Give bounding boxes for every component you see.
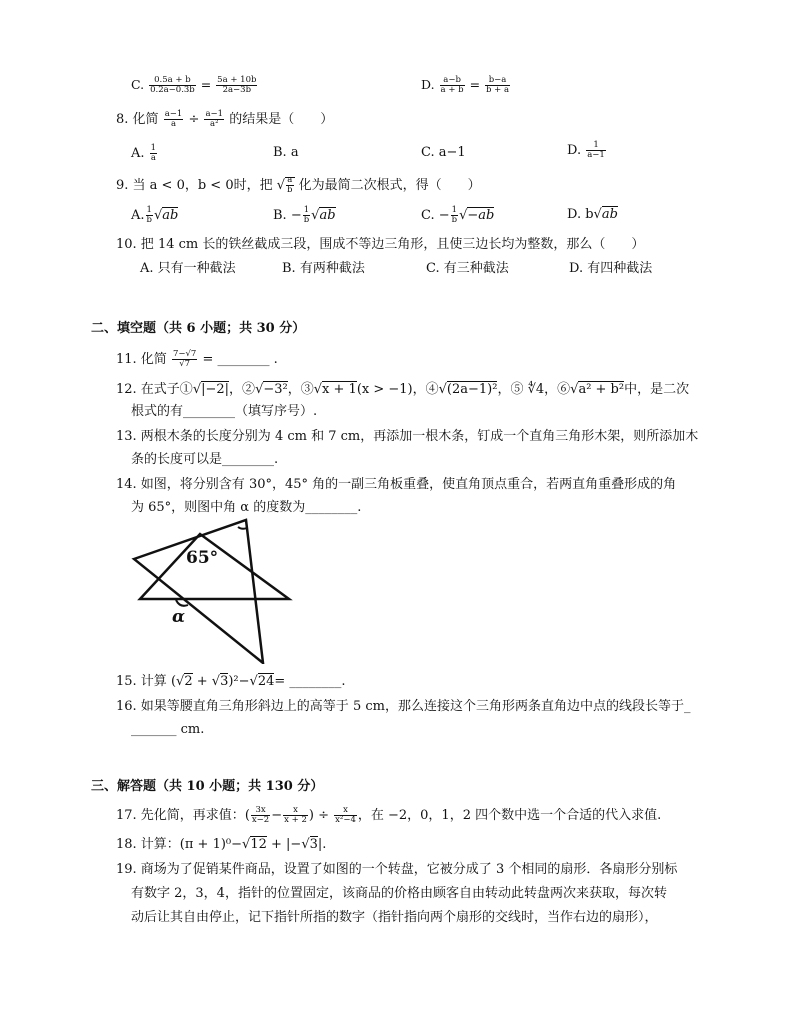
- numerator: b−a: [485, 76, 510, 86]
- q9-suffix: 化为最简二次根式，得（ ）: [298, 178, 481, 193]
- q10-option-c: [426, 260, 509, 278]
- fraction: [164, 110, 184, 129]
- radicand: x + 1: [322, 382, 357, 397]
- q19-line1: [116, 861, 677, 879]
- denominator: a + b: [440, 85, 464, 95]
- numerator: a: [287, 175, 293, 185]
- section-title: 三、解答题（共 10 小题；共 130 分）: [91, 779, 324, 794]
- radicand: ab: [601, 207, 618, 222]
- q19-line3: [131, 909, 658, 927]
- square-root: √ab: [153, 208, 179, 223]
- fraction: [334, 806, 357, 825]
- text: 14. 如图，将分别含有 30°，45° 角的一副三角板重叠，使直角顶点重合，若两直角重叠形成的角: [116, 477, 677, 492]
- radicand: 24: [257, 674, 275, 689]
- q18: [116, 836, 326, 854]
- numerator: 0.5a + b: [149, 76, 196, 86]
- option-label: B. −: [273, 208, 302, 223]
- option-text: B. a: [273, 145, 299, 160]
- option-label: C.: [131, 77, 145, 92]
- fraction: [440, 76, 465, 95]
- square-root: √12: [242, 837, 267, 852]
- text: 12. 在式子①: [116, 382, 193, 397]
- numerator: x: [334, 806, 357, 816]
- option-label: A.: [131, 208, 145, 223]
- q14-line1: [116, 476, 676, 494]
- radicand: 3: [220, 674, 229, 689]
- q8-option-c: [421, 144, 466, 162]
- q8-option-a: [131, 144, 158, 163]
- q10-stem: [116, 236, 644, 254]
- denominator: a²: [210, 119, 219, 129]
- numerator: 1: [150, 143, 157, 153]
- numerator: 3x: [251, 806, 270, 816]
- text: 条的长度可以是________.: [131, 452, 279, 467]
- q11: [116, 350, 278, 369]
- q9-prefix: 9. 当 a < 0，b < 0时，把: [116, 178, 273, 193]
- fraction: [146, 206, 153, 225]
- numerator: x: [283, 806, 308, 816]
- q8-suffix: 的结果是（ ）: [229, 112, 334, 127]
- text: = ________.: [274, 674, 346, 689]
- q8-prefix: 8. 化简: [116, 112, 159, 127]
- q13-line1: [116, 428, 698, 446]
- text: 有数字 2，3，4，指针的位置固定，该商品的价格由顾客自由转动此转盘两次来获取，每次转: [131, 886, 667, 901]
- option-label: C. −: [421, 208, 450, 223]
- square-root: √3: [301, 837, 318, 852]
- q19-line2: [131, 885, 667, 903]
- radicand: 2: [184, 674, 193, 689]
- square-root: √ab: [593, 207, 618, 222]
- square-root: √x + 1: [313, 382, 357, 397]
- fraction: [485, 76, 510, 95]
- denominator: √7: [179, 359, 191, 369]
- section-3-heading: [91, 778, 323, 796]
- text: + |−: [266, 837, 302, 852]
- radicand: |−2|: [201, 382, 230, 397]
- q12-line2: [131, 403, 317, 421]
- q8-option-b: [273, 144, 299, 162]
- q11-prefix: 11. 化简: [116, 352, 167, 367]
- square-root: √2: [176, 674, 193, 689]
- option-label: D.: [567, 143, 582, 158]
- option-label: D. b: [567, 207, 594, 222]
- option-text: D. 有四种截法: [569, 261, 653, 276]
- denominator: b + a: [486, 85, 510, 95]
- fraction: [286, 176, 293, 195]
- numerator: 1: [586, 141, 606, 151]
- q17: 17. 先化简，再求值：( $\frac{3x}{x-2}$ − $\frac{x}{x + 2}$ ) ÷ $\frac{x}{\text{x²−4}}$ ，在 −2，0，1，2 四个数中选一个合适的代入求值.: [116, 805, 662, 825]
- denominator: b: [146, 215, 152, 225]
- text: −: [271, 808, 283, 823]
- text: 动后让其自由停止，记下指针所指的数字（指针指向两个扇形的交线时，当作右边的扇形），: [131, 910, 658, 925]
- square-root: √−ab: [459, 208, 495, 223]
- text: (x > −1)，④: [356, 382, 439, 397]
- denominator: b: [451, 215, 458, 225]
- option-label: A.: [131, 146, 145, 161]
- triangle-set-figure: [126, 516, 306, 664]
- q8-option-d: [567, 141, 607, 160]
- text: 17. 先化简，再求值：: [116, 808, 245, 823]
- fraction: [283, 806, 308, 825]
- radicand: −ab: [467, 208, 495, 223]
- text: ，②: [229, 382, 256, 397]
- fraction: [172, 350, 197, 369]
- square-root: √24: [249, 674, 275, 689]
- q9-option-d: [567, 206, 618, 224]
- text: 19. 商场为了促销某件商品，设置了如图的一个转盘，它被分成了 3 个相同的扇形．各扇形分别标: [116, 862, 678, 877]
- radicand: a² + b²: [578, 382, 625, 397]
- divide-sign: ÷: [188, 112, 200, 127]
- denominator: b: [287, 185, 293, 195]
- q7-option-c: C. $\frac{0.5a + b}{0.2a-0.3b}$ = $\frac{5a + 10b}{2a-3b}$: [131, 75, 257, 95]
- denominator: x²−4: [335, 815, 356, 825]
- text: _______ cm.: [131, 722, 205, 737]
- square-root: √ $\frac{a}{b}$: [276, 175, 293, 195]
- text: 15. 计算 (: [116, 674, 177, 689]
- q9-stem: [116, 176, 481, 195]
- q15: [116, 673, 346, 691]
- square-root: √a² + b²: [570, 382, 625, 397]
- q7-option-d: D. $\frac{a-b}{a + b}$ = $\frac{b-a}{b + a}$: [421, 75, 510, 95]
- option-text: B. 有两种截法: [282, 261, 365, 276]
- text: 中，是二次: [624, 382, 690, 397]
- fraction: [586, 141, 606, 160]
- option-text: A. 只有一种截法: [140, 261, 236, 276]
- option-text: C. 有三种截法: [426, 261, 509, 276]
- option-label: D.: [421, 77, 435, 92]
- q14-line2: [131, 499, 361, 517]
- text: ，⑤ ∜4，⑥: [497, 382, 571, 397]
- text: 根式的有________（填写序号）.: [131, 404, 318, 419]
- denominator: a: [150, 153, 156, 163]
- radicand: −3²: [263, 382, 288, 397]
- q10-text: 10. 把 14 cm 长的铁丝截成三段，围成不等边三角形，且使三边长均为整数，那么（ ）: [116, 237, 645, 252]
- numerator: 5a + 10b: [217, 75, 257, 85]
- q10-option-b: [282, 260, 365, 278]
- radicand: ab: [319, 208, 336, 223]
- text: ，在 −2，0，1，2 四个数中选一个合适的代入求值.: [357, 808, 662, 823]
- text: 16. 如果等腰直角三角形斜边上的高等于 5 cm，那么连接这个三角形两条直角边中点的线段长等于_: [116, 699, 691, 714]
- numerator: a−b: [440, 76, 465, 86]
- q16-line1: [116, 698, 690, 716]
- fraction: [216, 76, 257, 95]
- square-root: √(2a−1)²: [438, 382, 498, 397]
- fraction: [150, 144, 157, 163]
- text: )²−: [228, 674, 250, 689]
- numerator: 1: [451, 205, 458, 215]
- denominator: 2a−3b: [222, 85, 252, 95]
- q10-option-a: [140, 260, 236, 278]
- q11-suffix: = ________ .: [202, 352, 278, 367]
- option-text: C. a−1: [421, 145, 466, 160]
- numerator: a−1: [164, 109, 183, 119]
- denominator: 0.2a−0.3b: [150, 85, 195, 95]
- q10-option-d: [569, 260, 652, 278]
- denominator: b: [303, 215, 310, 225]
- denominator: a−1: [587, 150, 605, 160]
- angle-65-label: 65°: [186, 548, 219, 568]
- numerator: a−1: [205, 109, 224, 119]
- q16-line2: [131, 721, 204, 739]
- section-title: 二、填空题（共 6 小题；共 30 分）: [91, 321, 306, 336]
- denominator: x−2: [251, 815, 270, 825]
- radicand: 12: [250, 837, 267, 852]
- q9-option-c: [421, 206, 494, 225]
- radicand: 3: [309, 837, 318, 852]
- fraction: [303, 206, 310, 225]
- q8-stem: [116, 110, 333, 129]
- numerator: 7−√7: [172, 349, 197, 359]
- q9-option-b: [273, 206, 336, 225]
- q9-option-a: [131, 206, 178, 225]
- triangle-30-60: [134, 520, 263, 663]
- fraction: [149, 76, 196, 95]
- denominator: a: [170, 119, 177, 129]
- text: 为 65°，则图中角 α 的度数为________.: [131, 500, 362, 515]
- text: ÷: [318, 808, 329, 823]
- radicand: ab: [162, 208, 179, 223]
- text: +: [192, 674, 212, 689]
- text: 18. 计算：(π + 1)⁰−: [116, 837, 243, 852]
- fraction: [204, 110, 224, 129]
- radicand: (2a−1)²: [446, 382, 498, 397]
- q13-line2: [131, 451, 278, 469]
- square-root: √3: [211, 674, 229, 689]
- fraction: [451, 206, 458, 225]
- denominator: x + 2: [284, 815, 307, 825]
- numerator: 1: [146, 205, 152, 215]
- q12-line1: [116, 381, 689, 399]
- square-root: √|−2|: [192, 382, 230, 397]
- text: ，③: [287, 382, 314, 397]
- section-2-heading: [91, 320, 305, 338]
- square-root: √ab: [311, 208, 336, 223]
- text: 13. 两根木条的长度分别为 4 cm 和 7 cm，再添加一根木条，钉成一个直角三角形木架，则所添加木: [116, 429, 699, 444]
- alpha-label: α: [172, 607, 186, 627]
- numerator: 1: [303, 205, 310, 215]
- fraction: [251, 806, 270, 825]
- text: |.: [317, 837, 327, 852]
- square-root: √−3²: [255, 382, 288, 397]
